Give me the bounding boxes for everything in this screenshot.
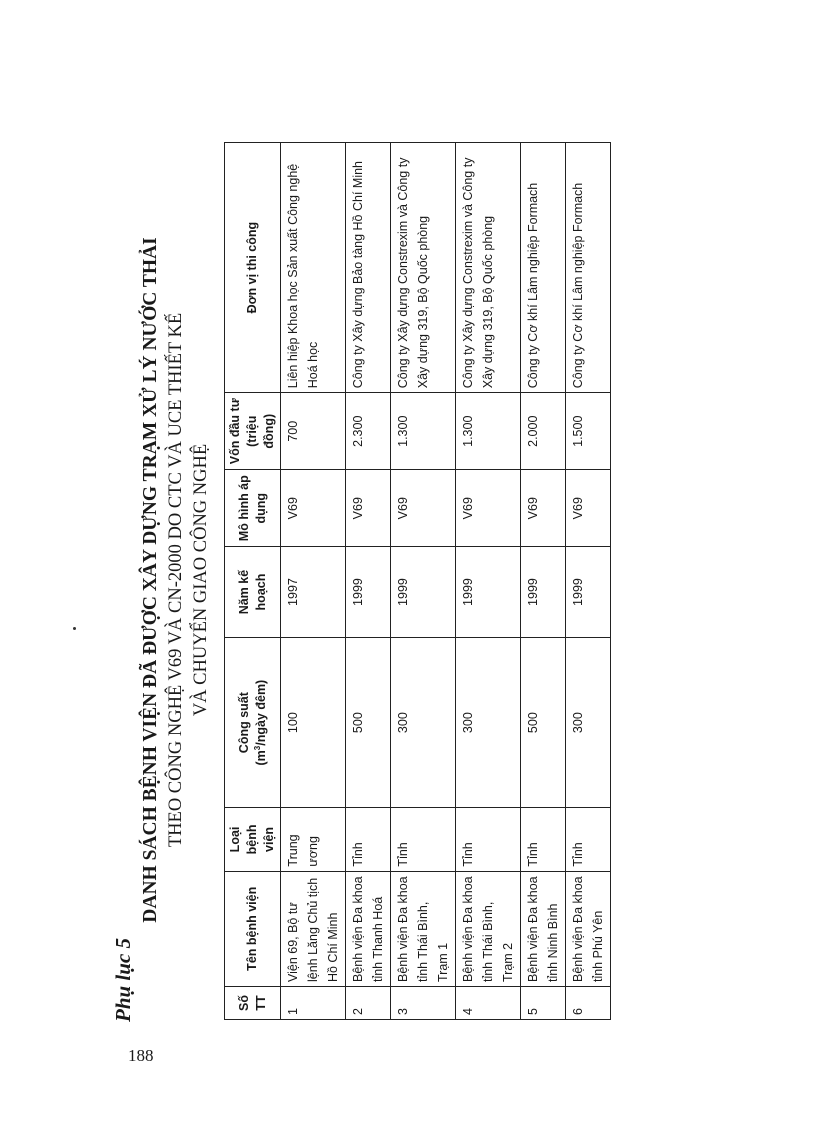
header-contractor: Đơn vị thi công <box>225 143 281 393</box>
document-subtitle-line1: THEO CÔNG NGHỆ V69 VÀ CN-2000 DO CTC VÀ UCE THIẾT KẾ <box>166 312 186 848</box>
header-hospital-name: Tên bệnh viện <box>225 871 281 986</box>
cell-contractor: Công ty Xây dựng Constrexim và Công ty Xây dựng 319, Bộ Quốc phòng <box>456 143 521 393</box>
cell-hospital-type: Tỉnh <box>391 808 456 871</box>
cell-plan-year: 1997 <box>281 547 346 638</box>
cell-investment: 2.000 <box>521 393 566 470</box>
table-row <box>456 143 521 1020</box>
cell-hospital-name: Viện 69, Bộ tư lệnh Lăng Chủ tịch Hồ Chí Minh <box>281 871 346 986</box>
table-row <box>281 143 346 1020</box>
table-header-row <box>225 143 281 1020</box>
rotated-page-content <box>108 140 728 1020</box>
cell-stt: 6 <box>566 987 611 1020</box>
header-capacity-unit: (m <box>253 750 268 766</box>
cell-hospital-type: Tỉnh <box>566 808 611 871</box>
cell-hospital-name: Bệnh viện Đa khoa tỉnh Thanh Hoá <box>346 871 391 986</box>
cell-contractor: Công ty Cơ khí Lâm nghiệp Formach <box>566 143 611 393</box>
cell-investment: 2.300 <box>346 393 391 470</box>
cell-capacity: 300 <box>391 637 456 807</box>
table-row <box>346 143 391 1020</box>
cell-hospital-type: Tỉnh <box>346 808 391 871</box>
cell-plan-year: 1999 <box>391 547 456 638</box>
cell-stt: 4 <box>456 987 521 1020</box>
cell-plan-year: 1999 <box>456 547 521 638</box>
header-capacity-sup: 3 <box>252 745 262 751</box>
cell-capacity: 300 <box>456 637 521 807</box>
cell-stt: 1 <box>281 987 346 1020</box>
cell-model: V69 <box>521 470 566 547</box>
cell-capacity: 300 <box>566 637 611 807</box>
cell-plan-year: 1999 <box>521 547 566 638</box>
header-capacity-label: Công suất <box>236 692 251 754</box>
cell-plan-year: 1999 <box>566 547 611 638</box>
appendix-label: Phụ lục 5 <box>111 937 135 1022</box>
header-investment: Vốn đầu tư (triệu đồng) <box>225 393 281 470</box>
header-model: Mô hình áp dụng <box>225 470 281 547</box>
page-number: 188 <box>128 1046 154 1065</box>
cell-model: V69 <box>391 470 456 547</box>
cell-contractor: Liên hiệp Khoa học Sản xuất Công nghệ Hoá học <box>281 143 346 393</box>
document-subtitle-line2: VÀ CHUYỂN GIAO CÔNG NGHỆ <box>191 443 211 717</box>
cell-model: V69 <box>281 470 346 547</box>
cell-investment: 1.300 <box>456 393 521 470</box>
hospital-table <box>224 142 611 1020</box>
table-row <box>566 143 611 1020</box>
cell-capacity: 100 <box>281 637 346 807</box>
cell-hospital-name: Bệnh viện Đa khoa tỉnh Thái Bình, Trạm 1 <box>391 871 456 986</box>
header-capacity <box>225 637 281 807</box>
header-plan-year: Năm kế hoạch <box>225 547 281 638</box>
cell-model: V69 <box>346 470 391 547</box>
document-title: DANH SÁCH BỆNH VIỆN ĐÃ ĐƯỢC XÂY DỰNG TRẠM XỬ LÝ NƯỚC THẢI <box>140 237 161 923</box>
cell-capacity: 500 <box>346 637 391 807</box>
cell-hospital-name: Bệnh viện Đa khoa tỉnh Thái Bình, Trạm 2 <box>456 871 521 986</box>
cell-plan-year: 1999 <box>346 547 391 638</box>
table-row <box>521 143 566 1020</box>
cell-model: V69 <box>566 470 611 547</box>
cell-contractor: Công ty Xây dựng Constrexim và Công ty Xây dựng 319, Bộ Quốc phòng <box>391 143 456 393</box>
cell-hospital-name: Bệnh viện Đa khoa tỉnh Phú Yên <box>566 871 611 986</box>
cell-stt: 2 <box>346 987 391 1020</box>
cell-capacity: 500 <box>521 637 566 807</box>
cell-contractor: Công ty Xây dựng Bảo tàng Hồ Chí Minh <box>346 143 391 393</box>
cell-hospital-type: Trung ương <box>281 808 346 871</box>
header-stt: Số TT <box>225 987 281 1020</box>
cell-hospital-type: Tỉnh <box>456 808 521 871</box>
cell-hospital-type: Tỉnh <box>521 808 566 871</box>
cell-contractor: Công ty Cơ khí Lâm nghiệp Formach <box>521 143 566 393</box>
cell-investment: 1.300 <box>391 393 456 470</box>
header-hospital-type: Loại bệnh viện <box>225 808 281 871</box>
header-capacity-unit2: /ngày đêm) <box>253 679 268 746</box>
scan-speck <box>73 627 76 630</box>
cell-stt: 5 <box>521 987 566 1020</box>
cell-investment: 1.500 <box>566 393 611 470</box>
cell-investment: 700 <box>281 393 346 470</box>
cell-stt: 3 <box>391 987 456 1020</box>
table-row <box>391 143 456 1020</box>
cell-hospital-name: Bệnh viện Đa khoa tỉnh Ninh Bình <box>521 871 566 986</box>
cell-model: V69 <box>456 470 521 547</box>
